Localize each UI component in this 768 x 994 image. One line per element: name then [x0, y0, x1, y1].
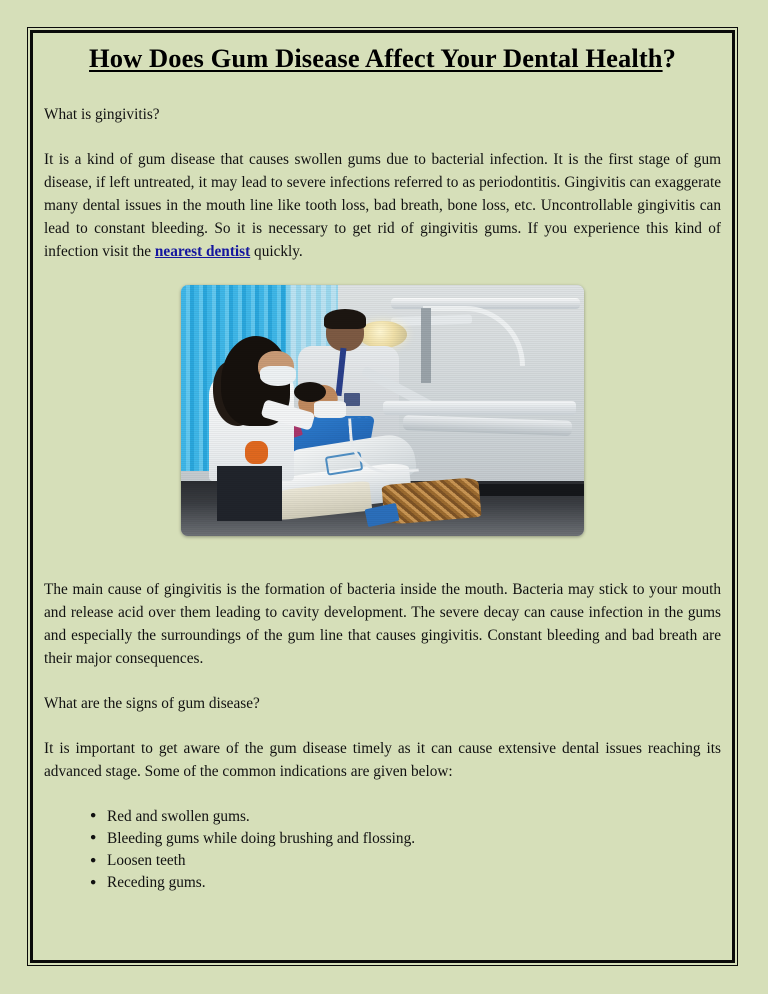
paragraph-gingivitis-definition: [44, 149, 721, 264]
page-title-underlined-text: How Does Gum Disease Affect Your Dental Health: [89, 43, 663, 73]
photo-patient-hair: [294, 382, 326, 402]
spacer-2: [44, 263, 721, 285]
photo-dentist-trousers: [217, 466, 281, 521]
spacer-5: [44, 716, 721, 738]
document-content: [44, 40, 721, 955]
heading-what-is-gingivitis: What is gingivitis?: [44, 106, 160, 123]
nearest-dentist-link[interactable]: nearest dentist: [154, 242, 251, 260]
paragraph-awareness: It is important to get aware of the gum disease timely as it can cause extensive dental issues reaching its advanced stage. Some of the common indications are given below:: [44, 739, 721, 780]
signs-list: [44, 806, 721, 895]
spacer-after-title: [44, 76, 721, 104]
list-item: ● Red and swollen gums.: [90, 806, 721, 828]
dental-clinic-photo: [181, 285, 584, 536]
photo-equipment-arm-middle: [383, 401, 576, 415]
heading-signs-of-gum-disease: What are the signs of gum disease?: [44, 695, 260, 713]
photo-equipment-arm-upper: [391, 298, 580, 309]
paragraph-main-cause: The main cause of gingivitis is the formation of bacteria inside the mouth. Bacteria may stick to your mouth and release acid over them leading to cavity development. The severe decay can cause infection in the gums and especially the surroundings of the gum line that causes gingivitis. Constant bleeding and bad breath are their major consequences.: [44, 581, 721, 668]
photo-standing-man-hair: [324, 309, 366, 329]
spacer-3b: [44, 558, 721, 579]
spacer-4: [44, 671, 721, 693]
paragraph-1-text-before-link: It is a kind of gum disease that causes swollen gums due to bacterial infection. It is the first stage of gum disease, if left untreated, it may lead to severe infections referred to as periodontitis. Gingivitis can exaggerate many dental issues in the mouth line like tooth loss, bad breath, bone loss, etc. Uncontrollable gingivitis can lead to constant bleeding. So it is necessary to get rid of gingivitis gums. If you experience this kind of infection visit the: [44, 150, 721, 260]
spacer-6: [44, 784, 721, 806]
paragraph-1-text-after-link: quickly.: [250, 242, 303, 260]
photo-dentist-face-mask: [260, 366, 296, 386]
photo-dentist-glove: [245, 441, 267, 464]
spacer-3: [44, 536, 721, 558]
page-title: [44, 40, 721, 76]
list-item: ● Bleeding gums while doing brushing and flossing.: [90, 828, 721, 850]
photo-standing-man-badge: [344, 393, 360, 406]
figure-dental-clinic: [44, 285, 721, 536]
photo-patient-bib: [314, 401, 346, 419]
list-item: ● Receding gums.: [90, 872, 721, 894]
spacer-1: [44, 127, 721, 149]
list-item: ● Loosen teeth: [90, 850, 721, 872]
page-title-question-mark: ?: [662, 43, 676, 73]
photo-equipment-arm-vertical: [421, 308, 431, 383]
